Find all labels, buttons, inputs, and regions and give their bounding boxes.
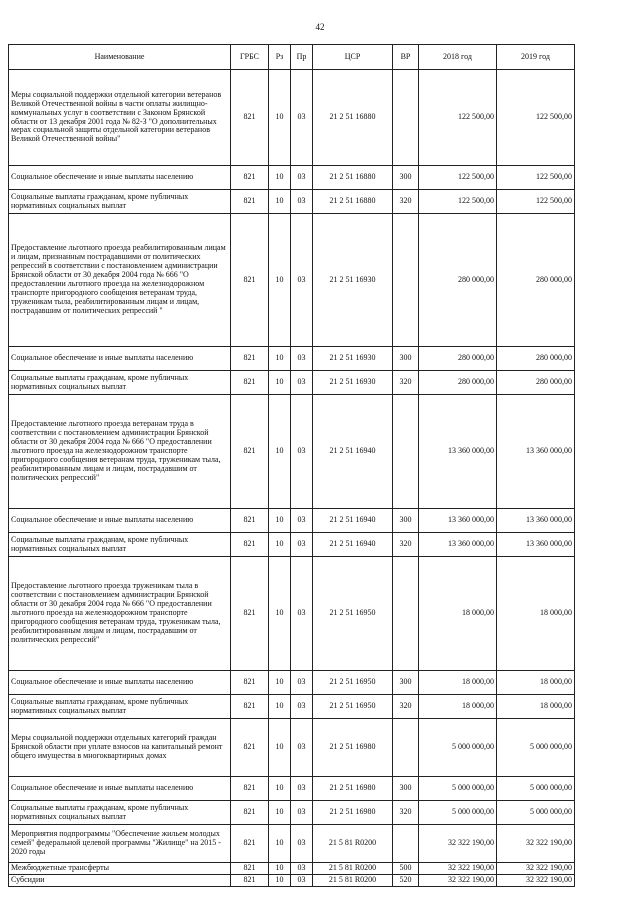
table-row bbox=[9, 509, 575, 533]
pr-cell: 03 bbox=[291, 166, 313, 190]
amount-2019-cell: 122 500,00 bbox=[497, 190, 575, 214]
pr-cell: 03 bbox=[291, 347, 313, 371]
vr-cell bbox=[393, 719, 419, 777]
amount-2018-cell: 5 000 000,00 bbox=[419, 801, 497, 825]
grbs-cell: 821 bbox=[231, 214, 269, 347]
rz-cell: 10 bbox=[269, 695, 291, 719]
grbs-cell: 821 bbox=[231, 671, 269, 695]
csr-cell: 21 2 51 16930 bbox=[313, 371, 393, 395]
table-row bbox=[9, 347, 575, 371]
csr-cell: 21 5 81 R0200 bbox=[313, 874, 393, 886]
vr-cell: 300 bbox=[393, 777, 419, 801]
amount-2018-cell: 122 500,00 bbox=[419, 190, 497, 214]
amount-2018-cell: 13 360 000,00 bbox=[419, 533, 497, 557]
table-row bbox=[9, 533, 575, 557]
table-row bbox=[9, 395, 575, 509]
amount-2019-cell: 280 000,00 bbox=[497, 347, 575, 371]
amount-2018-cell: 18 000,00 bbox=[419, 671, 497, 695]
rz-cell: 10 bbox=[269, 719, 291, 777]
vr-cell bbox=[393, 395, 419, 509]
grbs-cell: 821 bbox=[231, 695, 269, 719]
csr-cell: 21 2 51 16980 bbox=[313, 719, 393, 777]
table-row bbox=[9, 874, 575, 886]
grbs-cell: 821 bbox=[231, 70, 269, 166]
table-row bbox=[9, 166, 575, 190]
column-header: ЦСР bbox=[313, 45, 393, 70]
amount-2019-cell: 280 000,00 bbox=[497, 214, 575, 347]
grbs-cell: 821 bbox=[231, 719, 269, 777]
amount-2018-cell: 5 000 000,00 bbox=[419, 719, 497, 777]
vr-cell: 300 bbox=[393, 509, 419, 533]
amount-2018-cell: 5 000 000,00 bbox=[419, 777, 497, 801]
csr-cell: 21 2 51 16930 bbox=[313, 347, 393, 371]
pr-cell: 03 bbox=[291, 825, 313, 863]
grbs-cell: 821 bbox=[231, 166, 269, 190]
rz-cell: 10 bbox=[269, 395, 291, 509]
column-header: ВР bbox=[393, 45, 419, 70]
grbs-cell: 821 bbox=[231, 777, 269, 801]
pr-cell: 03 bbox=[291, 863, 313, 875]
pr-cell: 03 bbox=[291, 695, 313, 719]
pr-cell: 03 bbox=[291, 874, 313, 886]
amount-2018-cell: 122 500,00 bbox=[419, 70, 497, 166]
page-number: 42 bbox=[315, 22, 325, 32]
vr-cell: 320 bbox=[393, 371, 419, 395]
column-header: Наименование bbox=[9, 45, 231, 70]
rz-cell: 10 bbox=[269, 533, 291, 557]
row-name-cell: Меры социальной поддержки отдельных категорий граждан Брянской области при уплате взносов на капитальный ремонт общего имущества в многоквартирных домах bbox=[9, 719, 231, 777]
grbs-cell: 821 bbox=[231, 874, 269, 886]
csr-cell: 21 2 51 16880 bbox=[313, 166, 393, 190]
amount-2019-cell: 13 360 000,00 bbox=[497, 395, 575, 509]
rz-cell: 10 bbox=[269, 347, 291, 371]
pr-cell: 03 bbox=[291, 777, 313, 801]
csr-cell: 21 2 51 16980 bbox=[313, 777, 393, 801]
amount-2018-cell: 18 000,00 bbox=[419, 557, 497, 671]
column-header: 2018 год bbox=[419, 45, 497, 70]
row-name-cell: Социальные выплаты гражданам, кроме публичных нормативных социальных выплат bbox=[9, 371, 231, 395]
row-name-cell: Социальные выплаты гражданам, кроме публичных нормативных социальных выплат bbox=[9, 533, 231, 557]
table-row bbox=[9, 863, 575, 875]
rz-cell: 10 bbox=[269, 557, 291, 671]
table-row bbox=[9, 695, 575, 719]
row-name-cell: Предоставление льготного проезда реабилитированным лицам и лицам, признанным пострадавшими от политических репрессий в соответствии с постановлением администрации Брянской области от 30 декабря 2004 года № 666 "О предоставлении льготного проезда на железнодорожном транспорте пригородного сообщения ветеранам труда, труженикам тыла, реабилитированным лицам и лицам, пострадавшим от политических репрессий " bbox=[9, 214, 231, 347]
row-name-cell: Предоставление льготного проезда ветеранам труда в соответствии с постановлением администрации Брянской области от 30 декабря 2004 года № 666 "О предоставлении льготного проезда на железнодорожном транспорте пригородного сообщения ветеранам труда, труженикам тыла, реабилитированным лицам и лицам, пострадавшим от политических репрессий" bbox=[9, 395, 231, 509]
amount-2019-cell: 5 000 000,00 bbox=[497, 801, 575, 825]
rz-cell: 10 bbox=[269, 190, 291, 214]
row-name-cell: Социальное обеспечение и иные выплаты населению bbox=[9, 671, 231, 695]
rz-cell: 10 bbox=[269, 863, 291, 875]
grbs-cell: 821 bbox=[231, 347, 269, 371]
amount-2019-cell: 32 322 190,00 bbox=[497, 874, 575, 886]
amount-2019-cell: 32 322 190,00 bbox=[497, 863, 575, 875]
table-row bbox=[9, 190, 575, 214]
rz-cell: 10 bbox=[269, 671, 291, 695]
grbs-cell: 821 bbox=[231, 557, 269, 671]
vr-cell: 300 bbox=[393, 347, 419, 371]
amount-2018-cell: 122 500,00 bbox=[419, 166, 497, 190]
amount-2018-cell: 32 322 190,00 bbox=[419, 825, 497, 863]
csr-cell: 21 2 51 16940 bbox=[313, 395, 393, 509]
table-row bbox=[9, 70, 575, 166]
vr-cell: 300 bbox=[393, 671, 419, 695]
csr-cell: 21 2 51 16880 bbox=[313, 190, 393, 214]
pr-cell: 03 bbox=[291, 70, 313, 166]
csr-cell: 21 2 51 16940 bbox=[313, 533, 393, 557]
csr-cell: 21 2 51 16880 bbox=[313, 70, 393, 166]
row-name-cell: Мероприятия подпрограммы "Обеспечение жильем молодых семей" федеральной целевой программы "Жилище" на 2015 - 2020 годы bbox=[9, 825, 231, 863]
column-header: Пр bbox=[291, 45, 313, 70]
grbs-cell: 821 bbox=[231, 371, 269, 395]
row-name-cell: Предоставление льготного проезда труженикам тыла в соответствии с постановлением администрации Брянской области от 30 декабря 2004 года № 666 "О предоставлении льготного проезда на железнодорожном транспорте пригородного сообщения ветеранам труда, труженикам тыла, реабилитированным лицам и лицам, пострадавшим от политических репрессий" bbox=[9, 557, 231, 671]
header-row bbox=[9, 45, 575, 70]
row-name-cell: Социальные выплаты гражданам, кроме публичных нормативных социальных выплат bbox=[9, 695, 231, 719]
pr-cell: 03 bbox=[291, 395, 313, 509]
rz-cell: 10 bbox=[269, 70, 291, 166]
vr-cell bbox=[393, 214, 419, 347]
row-name-cell: Социальное обеспечение и иные выплаты населению bbox=[9, 347, 231, 371]
amount-2018-cell: 32 322 190,00 bbox=[419, 863, 497, 875]
row-name-cell: Социальное обеспечение и иные выплаты населению bbox=[9, 509, 231, 533]
table-row bbox=[9, 557, 575, 671]
amount-2018-cell: 13 360 000,00 bbox=[419, 509, 497, 533]
vr-cell bbox=[393, 557, 419, 671]
grbs-cell: 821 bbox=[231, 863, 269, 875]
table-body bbox=[9, 70, 575, 887]
table-row bbox=[9, 825, 575, 863]
rz-cell: 10 bbox=[269, 166, 291, 190]
csr-cell: 21 2 51 16950 bbox=[313, 557, 393, 671]
vr-cell: 320 bbox=[393, 695, 419, 719]
rz-cell: 10 bbox=[269, 214, 291, 347]
row-name-cell: Социальное обеспечение и иные выплаты населению bbox=[9, 777, 231, 801]
rz-cell: 10 bbox=[269, 371, 291, 395]
table-row bbox=[9, 801, 575, 825]
table-row bbox=[9, 214, 575, 347]
amount-2018-cell: 280 000,00 bbox=[419, 347, 497, 371]
pr-cell: 03 bbox=[291, 801, 313, 825]
table-row bbox=[9, 719, 575, 777]
vr-cell: 320 bbox=[393, 533, 419, 557]
row-name-cell: Социальное обеспечение и иные выплаты населению bbox=[9, 166, 231, 190]
rz-cell: 10 bbox=[269, 509, 291, 533]
vr-cell: 320 bbox=[393, 801, 419, 825]
pr-cell: 03 bbox=[291, 371, 313, 395]
column-header: Рз bbox=[269, 45, 291, 70]
csr-cell: 21 2 51 16950 bbox=[313, 695, 393, 719]
amount-2019-cell: 122 500,00 bbox=[497, 70, 575, 166]
csr-cell: 21 2 51 16980 bbox=[313, 801, 393, 825]
vr-cell: 500 bbox=[393, 863, 419, 875]
grbs-cell: 821 bbox=[231, 395, 269, 509]
row-name-cell: Меры социальной поддержки отдельной категории ветеранов Великой Отечественной войны в части оплаты жилищно-коммунальных услуг в соответствии с Законом Брянской области от 13 декабря 2001 года № 82-З "О дополнительных мерах социальной защиты отдельной категории ветеранов Великой Отечественной войны" bbox=[9, 70, 231, 166]
amount-2019-cell: 122 500,00 bbox=[497, 166, 575, 190]
pr-cell: 03 bbox=[291, 509, 313, 533]
grbs-cell: 821 bbox=[231, 190, 269, 214]
amount-2018-cell: 13 360 000,00 bbox=[419, 395, 497, 509]
rz-cell: 10 bbox=[269, 825, 291, 863]
column-header: ГРБС bbox=[231, 45, 269, 70]
csr-cell: 21 2 51 16950 bbox=[313, 671, 393, 695]
table-row bbox=[9, 671, 575, 695]
amount-2019-cell: 5 000 000,00 bbox=[497, 719, 575, 777]
vr-cell: 520 bbox=[393, 874, 419, 886]
amount-2018-cell: 280 000,00 bbox=[419, 214, 497, 347]
rz-cell: 10 bbox=[269, 801, 291, 825]
column-header: 2019 год bbox=[497, 45, 575, 70]
amount-2019-cell: 13 360 000,00 bbox=[497, 533, 575, 557]
pr-cell: 03 bbox=[291, 557, 313, 671]
vr-cell: 300 bbox=[393, 166, 419, 190]
amount-2019-cell: 18 000,00 bbox=[497, 695, 575, 719]
pr-cell: 03 bbox=[291, 719, 313, 777]
amount-2018-cell: 32 322 190,00 bbox=[419, 874, 497, 886]
budget-table bbox=[8, 44, 575, 887]
grbs-cell: 821 bbox=[231, 801, 269, 825]
table-row bbox=[9, 371, 575, 395]
pr-cell: 03 bbox=[291, 671, 313, 695]
csr-cell: 21 5 81 R0200 bbox=[313, 825, 393, 863]
amount-2018-cell: 18 000,00 bbox=[419, 695, 497, 719]
grbs-cell: 821 bbox=[231, 509, 269, 533]
row-name-cell: Социальные выплаты гражданам, кроме публичных нормативных социальных выплат bbox=[9, 801, 231, 825]
grbs-cell: 821 bbox=[231, 533, 269, 557]
grbs-cell: 821 bbox=[231, 825, 269, 863]
csr-cell: 21 5 81 R0200 bbox=[313, 863, 393, 875]
amount-2019-cell: 18 000,00 bbox=[497, 557, 575, 671]
rz-cell: 10 bbox=[269, 874, 291, 886]
table-row bbox=[9, 777, 575, 801]
amount-2019-cell: 13 360 000,00 bbox=[497, 509, 575, 533]
amount-2019-cell: 32 322 190,00 bbox=[497, 825, 575, 863]
row-name-cell: Субсидии bbox=[9, 874, 231, 886]
amount-2019-cell: 5 000 000,00 bbox=[497, 777, 575, 801]
amount-2019-cell: 280 000,00 bbox=[497, 371, 575, 395]
vr-cell bbox=[393, 825, 419, 863]
vr-cell bbox=[393, 70, 419, 166]
pr-cell: 03 bbox=[291, 214, 313, 347]
amount-2018-cell: 280 000,00 bbox=[419, 371, 497, 395]
rz-cell: 10 bbox=[269, 777, 291, 801]
pr-cell: 03 bbox=[291, 533, 313, 557]
csr-cell: 21 2 51 16940 bbox=[313, 509, 393, 533]
vr-cell: 320 bbox=[393, 190, 419, 214]
amount-2019-cell: 18 000,00 bbox=[497, 671, 575, 695]
row-name-cell: Межбюджетные трансферты bbox=[9, 863, 231, 875]
csr-cell: 21 2 51 16930 bbox=[313, 214, 393, 347]
pr-cell: 03 bbox=[291, 190, 313, 214]
row-name-cell: Социальные выплаты гражданам, кроме публичных нормативных социальных выплат bbox=[9, 190, 231, 214]
